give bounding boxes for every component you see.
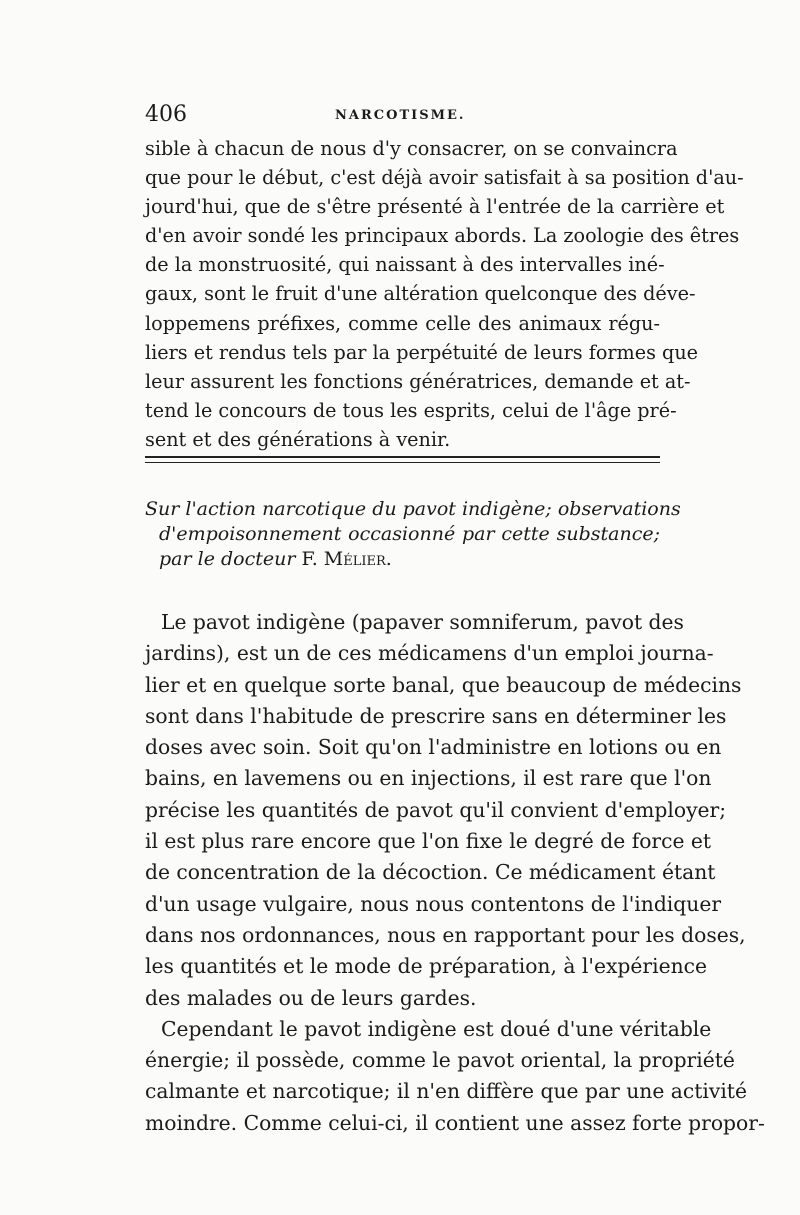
text-line: des malades ou de leurs gardes.	[145, 985, 477, 1010]
text-line: loppemens préfixes, comme celle des animaux régu-	[145, 311, 660, 335]
text-line: dans nos ordonnances, nous en rapportant pour les doses,	[145, 922, 746, 947]
title-line-author	[145, 547, 660, 572]
text-line: leur assurent les fonctions génératrices, demande et at-	[145, 369, 691, 393]
section-divider	[145, 456, 660, 458]
text-line: d'un usage vulgaire, nous nous contentons de l'indiquer	[145, 891, 722, 916]
article-author: F. Mélier.	[301, 548, 392, 570]
text-line: sont dans l'habitude de prescrire sans en déterminer les	[145, 703, 727, 728]
running-head: NARCOTISME.	[335, 108, 466, 123]
text-line: de concentration de la décoction. Ce médicament étant	[145, 860, 716, 885]
text-line: que pour le début, c'est déjà avoir satisfait à sa position d'au-	[145, 166, 744, 190]
text-line: Cependant le pavot indigène est doué d'une véritable	[161, 1016, 712, 1041]
text-line: de la monstruosité, qui naissant à des intervalles iné-	[145, 253, 665, 277]
section-divider-thin	[145, 462, 660, 463]
text-line: énergie; il possède, comme le pavot oriental, la propriété	[145, 1048, 735, 1073]
text-line: Le pavot indigène (papaver somniferum, pavot des	[161, 610, 684, 634]
text-line: bains, en lavemens ou en injections, il est rare que l'on	[145, 766, 712, 791]
article-body	[145, 607, 765, 1139]
text-line: liers et rendus tels par la perpétuité de leurs formes que	[145, 340, 699, 364]
text-line: les quantités et le mode de préparation, à l'expérience	[145, 954, 708, 979]
text-line: jardins), est un de ces médicamens d'un emploi journa-	[145, 641, 714, 666]
page-number: 406	[145, 102, 187, 127]
title-line: Sur l'action narcotique du pavot indigène; observations	[145, 498, 681, 520]
text-line: gaux, sont le fruit d'une altération quelconque des déve-	[145, 282, 696, 306]
text-line: doses avec soin. Soit qu'on l'administre en lotions ou en	[145, 735, 722, 760]
continuation-paragraph	[145, 134, 744, 454]
text-line: jourd'hui, que de s'être présenté à l'entrée de la carrière et	[145, 195, 725, 219]
text-line: moindre. Comme celui-ci, il contient une assez forte propor-	[145, 1110, 765, 1135]
text-line: sent et des générations à venir.	[145, 427, 451, 451]
text-line: tend le concours de tous les esprits, celui de l'âge pré-	[145, 398, 677, 422]
text-line: d'en avoir sondé les principaux abords. La zoologie des êtres	[145, 224, 740, 248]
title-line: d'empoisonnement occasionné par cette substance;	[159, 523, 660, 545]
text-line: il est plus rare encore que l'on fixe le degré de force et	[145, 829, 712, 854]
page-header	[145, 100, 660, 130]
text-line: sible à chacun de nous d'y consacrer, on se convaincra	[145, 137, 678, 160]
article-title	[145, 497, 681, 572]
text-line: calmante et narcotique; il n'en diffère que par une activité	[145, 1079, 747, 1104]
text-line: précise les quantités de pavot qu'il convient d'employer;	[145, 797, 727, 822]
title-line: par le docteur	[159, 548, 296, 570]
text-line: lier et en quelque sorte banal, que beaucoup de médecins	[145, 672, 742, 697]
